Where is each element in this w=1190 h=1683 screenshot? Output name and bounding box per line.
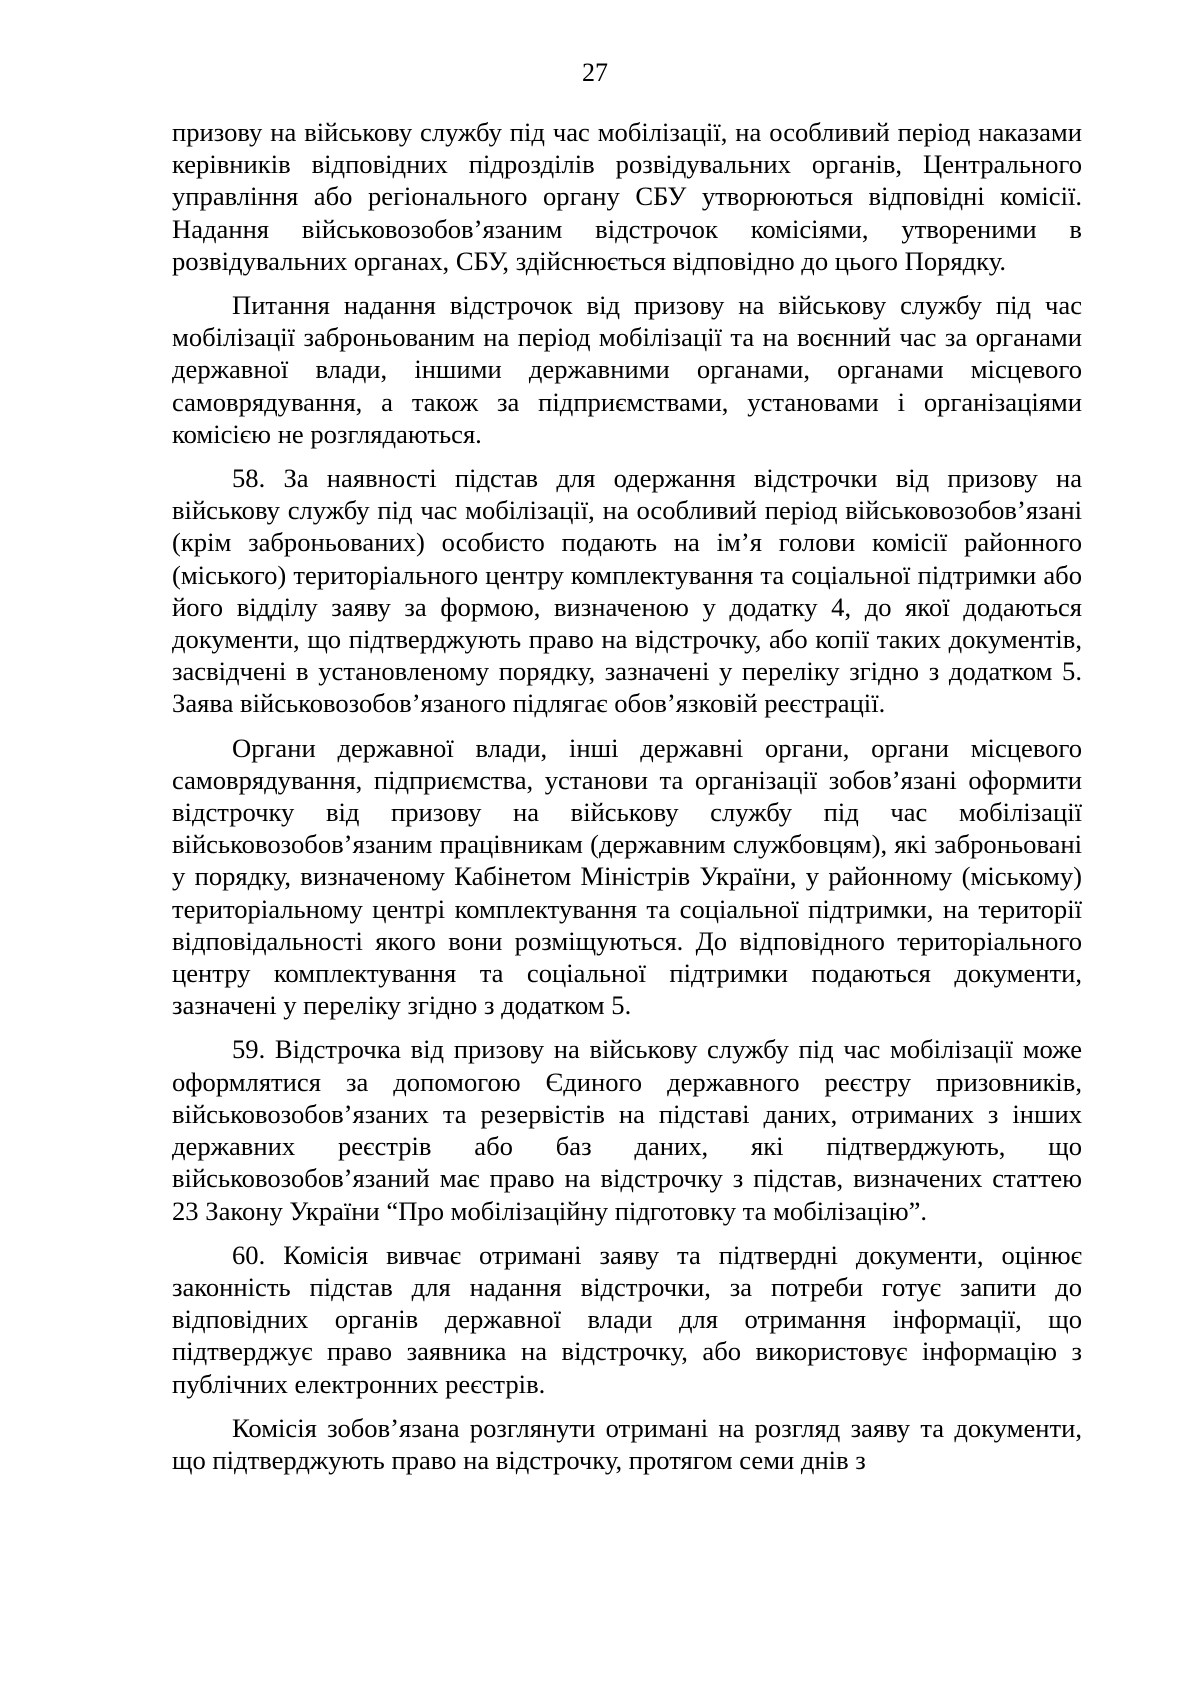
paragraph-58: 58. За наявності підстав для одержання відстрочки від призову на військову службу під час мобілізації, на особливий період військовозобов’язані (крім заброньованих) особисто подають на ім’я голови комісії районного (міського) територіального центру комплектування та соціальної підтримки або його відділу заяву за формою, визначеною у додатку 4, до якої додаються документи, що підтверджують право на відстрочку, або копії таких документів, засвідчені в установленому порядку, зазначені у переліку згідно з додатком 5. Заява військовозобов’язаного підлягає обов’язковій реєстрації.	[172, 463, 1082, 719]
paragraph-continuation: призову на військову службу під час мобілізації, на особливий період наказами керівників відповідних підрозділів розвідувальних органів, Центрального управління або регіонального органу СБУ утворюються відповідні комісії. Надання військовозобов’язаним відстрочок комісіями, утвореними в розвідувальних органах, СБУ, здійснюється відповідно до цього Порядку.	[172, 117, 1082, 276]
paragraph-60: 60. Комісія вивчає отримані заяву та підтвердні документи, оцінює законність підстав для надання відстрочки, за потреби готує запити до відповідних органів державної влади для отримання інформації, що підтверджує право заявника на відстрочку, або використовує інформацію з публічних електронних реєстрів.	[172, 1239, 1082, 1399]
paragraph-state-bodies: Органи державної влади, інші державні органи, органи місцевого самоврядування, підприємства, установи та організації зобов’язані оформити відстрочку від призову на військову службу під час мобілізації військовозобов’язаним працівникам (державним службовцям), які заброньовані у порядку, визначеному Кабінетом Міністрів України, у районному (міському) територіальному центрі комплектування та соціальної підтримки, на території відповідальності якого вони розміщуються. До відповідного територіального центру комплектування та соціальної підтримки подаються документи, зазначені у переліку згідно з додатком 5.	[172, 732, 1082, 1021]
paragraph-deferral-questions: Питання надання відстрочок від призову на військову службу під час мобілізації заброньованим на період мобілізації та на воєнний час за органами державної влади, іншими державними органами, органами місцевого самоврядування, а також за підприємствами, установами і організаціями комісією не розглядаються.	[172, 290, 1082, 449]
document-body	[172, 116, 1082, 1488]
paragraph-commission-review: Комісія зобов’язана розглянути отримані на розгляд заяву та документи, що підтверджують право на відстрочку, протягом семи днів з	[172, 1412, 1082, 1475]
paragraph-59: 59. Відстрочка від призову на військову службу під час мобілізації може оформлятися за допомогою Єдиного державного реєстру призовників, військовозобов’язаних та резервістів на підставі даних, отриманих з інших державних реєстрів або баз даних, які підтверджують, що військовозобов’язаний має право на відстрочку з підстав, визначених статтею 23 Закону України “Про мобілізаційну підготовку та мобілізацію”.	[172, 1034, 1082, 1226]
page-number: 27	[582, 58, 608, 87]
